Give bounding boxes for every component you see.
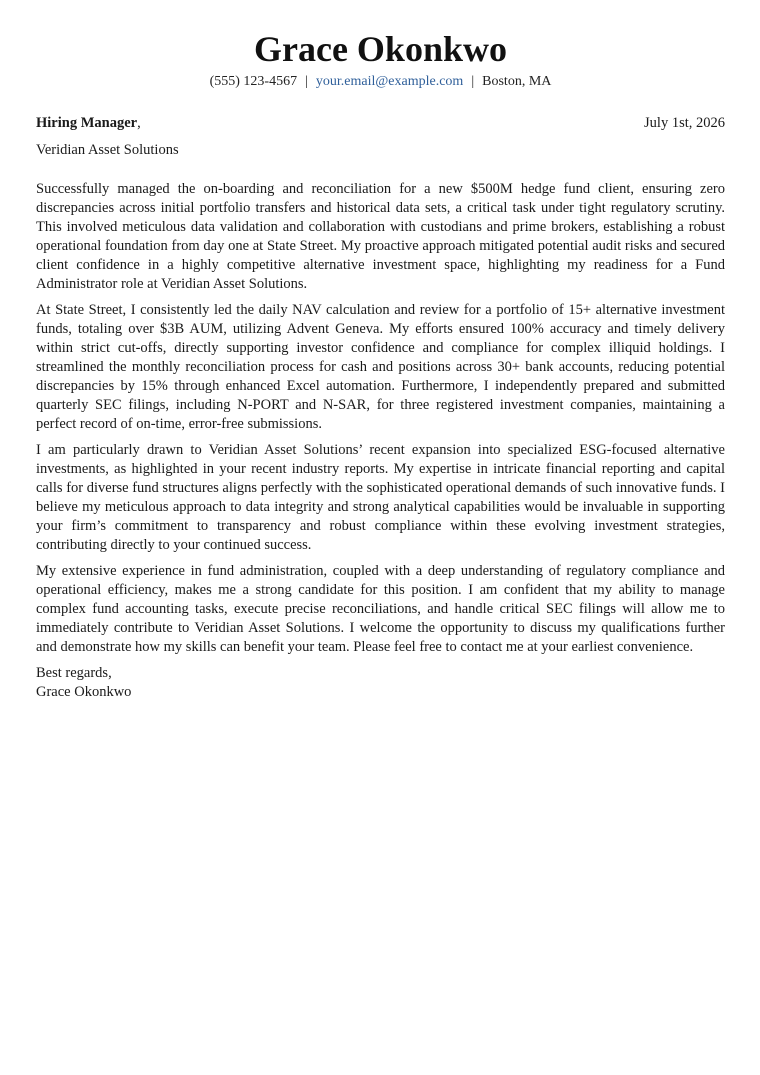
separator: | [471,74,475,89]
applicant-name: Grace Okonkwo [253,29,507,69]
phone-number: (555) 123-4567 [209,74,298,89]
recipient-salutation: Hiring Manager [36,115,138,131]
closing-block [36,664,725,702]
salutation-comma: , [137,115,141,131]
location: Boston, MA [482,74,552,89]
recipient-company: Veridian Asset Solutions [36,142,179,158]
sign-off: Best regards, [36,665,112,681]
separator: | [305,74,308,89]
email-link[interactable]: your.email@example.com [315,74,464,89]
body-paragraph: My extensive experience in fund administration, coupled with a deep understanding of regulatory compliance and operational efficiency, makes me a strong candidate for this position. I am confident that my ability to manage complex fund accounting tasks, execute precise reconciliations, and handle critical SEC filings will allow me to immediately contribute to Veridian Asset Solutions. I welcome the opportunity to discuss my qualifications further and demonstrate how my skills can benefit your team. Please feel free to contact me at your earliest convenience. [36,563,725,655]
recipient-row [36,114,725,132]
body-paragraph: Successfully managed the on-boarding and reconciliation for a new $500M hedge fund client, ensuring zero discrepancies across initial portfolio transfers and historical data sets, a critical task under tight regulatory scrutiny. This involved meticulous data validation and collaboration with custodians and prime brokers, establishing a robust operational foundation from day one at State Street. My proactive approach mitigated potential audit risks and secured client confidence in a highly competitive alternative investment space, highlighting my readiness for a Fund Administrator role at Veridian Asset Solutions. [36,181,725,292]
signature: Grace Okonkwo [36,684,132,700]
letter-date: July 1st, 2026 [644,115,725,131]
contact-line [36,73,725,91]
letter-body [36,180,725,702]
body-paragraph: I am particularly drawn to Veridian Asset Solutions’ recent expansion into specialized ESG-focused alternative investments, as highlighted in your recent industry reports. My expertise in intricate financial reporting and capital calls for diverse fund structures aligns perfectly with the sophisticated operational demands of such innovative funds. I believe my meticulous approach to data integrity and strong analytical capabilities would be invaluable in supporting your firm’s commitment to transparency and robust compliance within these evolving investment strategies, contributing directly to your continued success. [36,442,725,553]
body-paragraph: At State Street, I consistently led the daily NAV calculation and review for a portfolio of 15+ alternative investment funds, totaling over $3B AUM, utilizing Advent Geneva. My efforts ensured 100% accuracy and timely delivery within strict cut-offs, directly supporting investor confidence and compliance for complex illiquid holdings. I streamlined the monthly reconciliation process for cash and positions across 30+ bank accounts, reducing potential discrepancies by 15% through enhanced Excel automation. Furthermore, I independently prepared and submitted quarterly SEC filings, including N-PORT and N-SAR, for three registered investment companies, maintaining a perfect record of on-time, error-free submissions. [36,302,725,432]
